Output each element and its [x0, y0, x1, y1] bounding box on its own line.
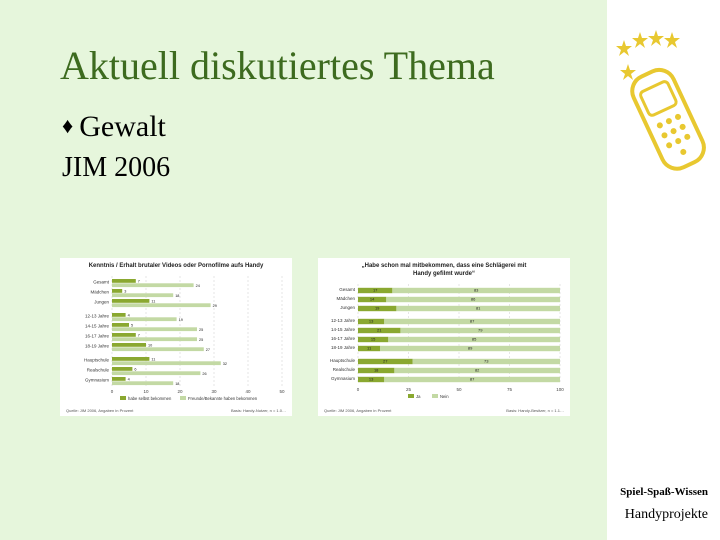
- bar-series-1: [112, 327, 197, 331]
- data-label: 7: [137, 279, 140, 284]
- x-tick-label: 50: [279, 389, 285, 394]
- data-label: 29: [212, 303, 217, 308]
- data-label: 82: [474, 367, 480, 373]
- data-label: 73: [484, 358, 489, 364]
- legend-label: habe selbst bekommen: [128, 396, 172, 401]
- bar-series-0: [112, 357, 149, 361]
- x-tick-label: 75: [506, 387, 513, 392]
- bar-series-1: [112, 303, 211, 307]
- bar-series-0: [112, 289, 122, 293]
- chart-brutal-videos: [60, 258, 292, 416]
- category-label: 18-19 Jahre: [84, 343, 109, 349]
- chart-title: Handy gefilmt wurde“: [412, 271, 476, 277]
- category-label: 14-15 Jahre: [84, 323, 109, 329]
- data-label: 5: [131, 323, 134, 328]
- data-label: 18: [373, 367, 379, 373]
- data-label: 86: [470, 296, 476, 302]
- chart-fight-filmed: [318, 258, 570, 416]
- bar-series-1: [112, 371, 200, 375]
- x-tick-label: 10: [143, 389, 149, 394]
- data-label: 4: [127, 377, 130, 382]
- data-label: 27: [383, 358, 388, 364]
- data-label: 27: [205, 347, 211, 352]
- bar-series-0: [112, 343, 146, 347]
- bar-series-1: [112, 293, 173, 297]
- legend-label: Nein: [440, 394, 449, 399]
- bar-series-0: [112, 323, 129, 327]
- legend-swatch: [180, 396, 186, 400]
- category-label: Gesamt: [339, 286, 355, 292]
- bar-series-1: [112, 317, 177, 321]
- legend-swatch: [408, 394, 414, 398]
- category-label: 16-17 Jahre: [84, 333, 109, 339]
- category-label: 12-13 Jahre: [330, 317, 355, 323]
- bar-series-0: [112, 313, 126, 317]
- data-label: 79: [477, 327, 483, 333]
- data-label: 87: [469, 318, 475, 324]
- x-tick-label: 50: [456, 387, 462, 392]
- footer-tagline: Spiel-Spaß-Wissen: [620, 486, 708, 498]
- x-tick-label: 0: [110, 389, 114, 394]
- category-label: 16-17 Jahre: [330, 335, 355, 341]
- legend-label: Ja: [416, 394, 421, 399]
- category-label: Gymnasium: [330, 375, 355, 381]
- bar-series-0: [112, 377, 126, 381]
- category-label: Realschule: [332, 366, 355, 372]
- category-label: 12-13 Jahre: [84, 313, 109, 319]
- chart-base: Basis: Handy-Nutzer, n = 1.0…: [230, 408, 286, 413]
- data-label: 25: [199, 327, 204, 332]
- data-label: 83: [473, 287, 479, 293]
- bar-series-1: [112, 381, 173, 385]
- category-label: Realschule: [86, 367, 109, 373]
- bullet-text: Gewalt: [79, 110, 166, 143]
- data-label: 17: [372, 287, 378, 293]
- bar-series-1: [112, 347, 204, 351]
- bar-series-1: [112, 361, 221, 365]
- legend-swatch: [432, 394, 438, 398]
- data-label: 87: [469, 376, 475, 382]
- data-label: 19: [178, 317, 183, 322]
- data-label: 10: [148, 343, 153, 348]
- bullet-item: [62, 110, 166, 144]
- category-label: Hauptschule: [329, 357, 355, 363]
- data-label: 81: [475, 305, 481, 311]
- footer-brand: Handyprojekte: [624, 507, 708, 522]
- data-label: 89: [467, 345, 473, 351]
- bar-series-1: [112, 283, 194, 287]
- chart-source: Quelle: JIM 2006, Angaben in Prozent: [66, 408, 134, 413]
- chart-fight-filmed-svg: [318, 258, 570, 416]
- data-label: 85: [471, 336, 477, 342]
- x-tick-label: 20: [177, 389, 183, 394]
- data-label: 32: [222, 361, 228, 366]
- data-label: 21: [376, 327, 382, 333]
- slide-title: Aktuell diskutiertes Thema: [60, 43, 495, 88]
- legend-swatch: [120, 396, 126, 400]
- chart-title: „Habe schon mal mitbekommen, dass eine Schlägerei mit: [361, 263, 527, 269]
- category-label: Jungen: [94, 299, 109, 305]
- data-label: 11: [151, 299, 156, 304]
- x-tick-label: 25: [405, 387, 412, 392]
- chart-brutal-videos-svg: [60, 258, 292, 416]
- data-label: 18: [175, 381, 180, 386]
- x-tick-label: 0: [356, 387, 360, 392]
- data-label: 11: [151, 357, 156, 362]
- data-label: 26: [202, 371, 207, 376]
- x-tick-label: 40: [245, 389, 251, 394]
- data-label: 24: [195, 283, 200, 288]
- data-label: 25: [199, 337, 204, 342]
- data-label: 11: [367, 345, 372, 351]
- x-tick-label: 100: [556, 387, 564, 392]
- diamond-bullet-icon: ♦: [62, 113, 74, 138]
- category-label: 14-15 Jahre: [330, 326, 355, 332]
- category-label: Jungen: [340, 304, 355, 310]
- phone-with-stars-icon: [612, 28, 712, 178]
- data-label: 15: [370, 336, 376, 342]
- data-label: 13: [368, 318, 374, 324]
- data-label: 3: [124, 289, 127, 294]
- data-label: 4: [127, 313, 130, 318]
- chart-title: Kenntnis / Erhalt brutaler Videos oder Pornofilme aufs Handy: [88, 263, 264, 269]
- data-label: 19: [374, 305, 380, 311]
- bar-series-0: [112, 367, 132, 371]
- legend-label: Freunde/Bekannte haben bekommen: [188, 396, 258, 401]
- category-label: 18-19 Jahre: [330, 344, 355, 350]
- slide-subtitle: JIM 2006: [62, 152, 171, 183]
- bar-series-0: [112, 333, 136, 337]
- category-label: Gesamt: [93, 279, 109, 285]
- category-label: Mädchen: [90, 289, 109, 295]
- x-tick-label: 30: [211, 389, 217, 394]
- data-label: 18: [175, 293, 180, 298]
- data-label: 6: [134, 367, 137, 372]
- bar-series-0: [112, 299, 149, 303]
- bar-series-1: [112, 337, 197, 341]
- data-label: 13: [368, 376, 374, 382]
- category-label: Gymnasium: [84, 377, 109, 383]
- category-label: Hauptschule: [83, 357, 109, 363]
- data-label: 7: [137, 333, 140, 338]
- chart-base: Basis: Handy-Besitzer, n = 1.1…: [506, 408, 564, 413]
- bar-series-0: [112, 279, 136, 283]
- category-label: Mädchen: [336, 295, 355, 301]
- chart-source: Quelle: JIM 2006, Angaben in Prozent: [324, 408, 392, 413]
- data-label: 14: [369, 296, 375, 302]
